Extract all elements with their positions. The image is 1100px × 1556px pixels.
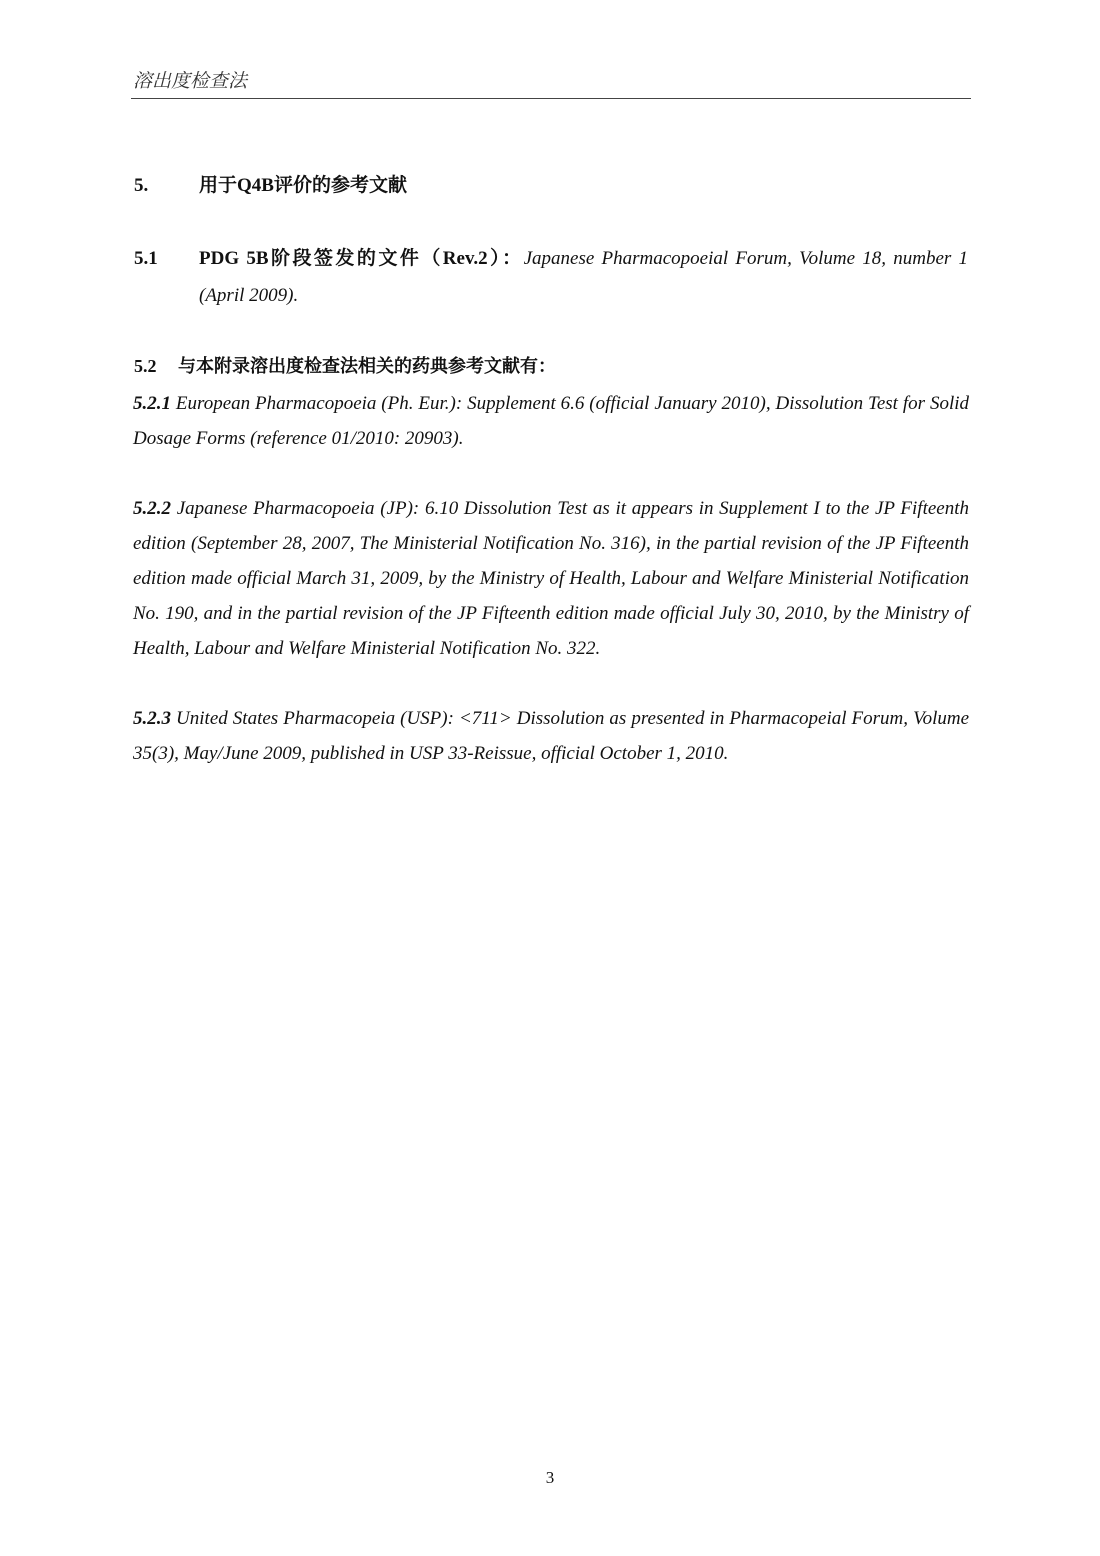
section-5-title: 用于Q4B评价的参考文献 xyxy=(199,175,407,196)
running-header: 溶出度检查法 xyxy=(133,71,248,92)
reference-number: 5.2.1 xyxy=(133,393,171,414)
reference-text: United States Pharmacopeia (USP): <711> Dissolution as presented in Pharmacopeial Forum, Volume 35(3), May/June 2009, published in USP 33-Reissue, official October 1, 2010. xyxy=(133,708,970,764)
section-5-1-body xyxy=(199,240,968,314)
section-5-2-title: 与本附录溶出度检查法相关的药典参考文献有： xyxy=(178,356,556,376)
section-5-2-heading xyxy=(134,352,968,378)
section-5-heading xyxy=(134,170,968,197)
reference-5-2-3 xyxy=(133,701,969,771)
reference-text: European Pharmacopoeia (Ph. Eur.): Supplement 6.6 (official January 2010), Dissolution Test for Solid Dosage Forms (reference 01/2010: 20903). xyxy=(133,393,969,449)
reference-number: 5.2.3 xyxy=(133,708,171,729)
section-5-2-number: 5.2 xyxy=(134,356,157,376)
reference-5-2-2 xyxy=(133,491,969,666)
section-5-number: 5. xyxy=(134,175,149,196)
section-5-1-label: PDG 5B阶段签发的文件（Rev.2）： xyxy=(199,248,524,269)
reference-5-2-1 xyxy=(133,386,969,456)
reference-text: Japanese Pharmacopoeia (JP): 6.10 Dissolution Test as it appears in Supplement I to the JP Fifteenth edition (September 28, 2007, The Ministerial Notification No. 316), in the partial revision of the JP Fifteenth edition made official March 31, 2009, by the Ministry of Health, Labour and Welfare Ministerial Notification No. 190, and in the partial revision of the JP Fifteenth edition made official July 30, 2010, by the Ministry of Health, Labour and Welfare Ministerial Notification No. 322. xyxy=(133,498,969,659)
section-5-1-citation: Japanese Pharmacopoeial Forum, Volume 18, number 1 (April 2009). xyxy=(199,248,968,306)
reference-number: 5.2.2 xyxy=(133,498,171,519)
section-5-1-number: 5.1 xyxy=(134,248,158,269)
page-number: 3 xyxy=(545,1468,555,1487)
section-5-1 xyxy=(134,240,968,314)
header-rule xyxy=(131,98,971,99)
